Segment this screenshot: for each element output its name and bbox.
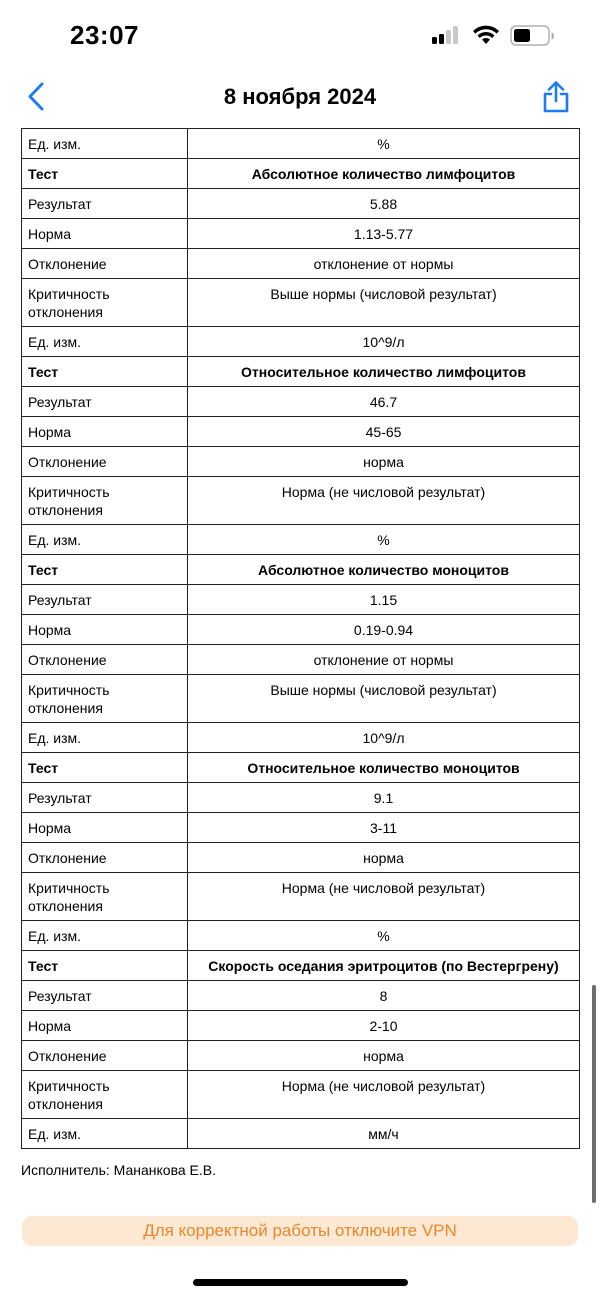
table-row (22, 1041, 580, 1071)
row-label: Тест (22, 555, 188, 585)
wifi-icon (472, 23, 500, 45)
row-value: норма (188, 447, 580, 477)
share-icon[interactable] (540, 80, 572, 114)
row-value: 2-10 (188, 1011, 580, 1041)
row-label: Норма (22, 417, 188, 447)
table-row (22, 873, 580, 921)
table-row (22, 249, 580, 279)
row-label: Результат (22, 189, 188, 219)
table-row (22, 675, 580, 723)
row-value: Норма (не числовой результат) (188, 477, 580, 525)
row-label: Норма (22, 1011, 188, 1041)
table-row (22, 129, 580, 159)
row-label: Критичность отклонения (22, 279, 188, 327)
row-label: Результат (22, 783, 188, 813)
row-label: Отклонение (22, 645, 188, 675)
table-row (22, 615, 580, 645)
table-row (22, 951, 580, 981)
row-value: 1.15 (188, 585, 580, 615)
row-label: Норма (22, 615, 188, 645)
row-value: Абсолютное количество лимфоцитов (188, 159, 580, 189)
row-label: Норма (22, 219, 188, 249)
table-row (22, 645, 580, 675)
table-row (22, 447, 580, 477)
row-label: Тест (22, 951, 188, 981)
row-label: Норма (22, 813, 188, 843)
table-row (22, 753, 580, 783)
results-table (21, 128, 580, 1149)
row-value: 0.19-0.94 (188, 615, 580, 645)
row-value: 1.13-5.77 (188, 219, 580, 249)
row-value: 45-65 (188, 417, 580, 447)
table-row (22, 417, 580, 447)
table-row (22, 921, 580, 951)
table-row (22, 525, 580, 555)
row-label: Результат (22, 387, 188, 417)
row-value: % (188, 921, 580, 951)
row-value: норма (188, 1041, 580, 1071)
row-value: % (188, 525, 580, 555)
row-value: Выше нормы (числовой результат) (188, 279, 580, 327)
table-row (22, 1011, 580, 1041)
table-row (22, 189, 580, 219)
home-indicator[interactable] (193, 1279, 408, 1286)
table-row (22, 843, 580, 873)
row-value: 10^9/л (188, 327, 580, 357)
status-bar (0, 0, 600, 70)
table-row (22, 477, 580, 525)
row-value: отклонение от нормы (188, 645, 580, 675)
row-value: Норма (не числовой результат) (188, 1071, 580, 1119)
row-value: Скорость оседания эритроцитов (по Вестергрену) (188, 951, 580, 981)
row-label: Отклонение (22, 447, 188, 477)
row-label: Ед. изм. (22, 921, 188, 951)
table-row (22, 1119, 580, 1149)
row-value: 8 (188, 981, 580, 1011)
row-label: Критичность отклонения (22, 675, 188, 723)
row-value: % (188, 129, 580, 159)
row-label: Отклонение (22, 1041, 188, 1071)
nav-bar (0, 70, 600, 126)
row-value: Относительное количество лимфоцитов (188, 357, 580, 387)
row-label: Результат (22, 585, 188, 615)
table-row (22, 279, 580, 327)
table-row (22, 159, 580, 189)
table-row (22, 783, 580, 813)
row-value: 46.7 (188, 387, 580, 417)
table-row (22, 219, 580, 249)
row-value: 3-11 (188, 813, 580, 843)
row-label: Критичность отклонения (22, 477, 188, 525)
row-label: Ед. изм. (22, 525, 188, 555)
row-value: Норма (не числовой результат) (188, 873, 580, 921)
status-time: 23:07 (70, 20, 139, 50)
results-table-body (22, 129, 580, 1149)
row-label: Ед. изм. (22, 129, 188, 159)
page-title: 8 ноября 2024 (223, 84, 377, 109)
row-value: мм/ч (188, 1119, 580, 1149)
row-value: 5.88 (188, 189, 580, 219)
table-row (22, 1071, 580, 1119)
row-value: отклонение от нормы (188, 249, 580, 279)
row-value: Относительное количество моноцитов (188, 753, 580, 783)
table-row (22, 327, 580, 357)
row-label: Ед. изм. (22, 327, 188, 357)
row-value: Абсолютное количество моноцитов (188, 555, 580, 585)
row-label: Отклонение (22, 249, 188, 279)
row-value: 9.1 (188, 783, 580, 813)
cellular-signal-icon (432, 26, 462, 44)
row-label: Ед. изм. (22, 723, 188, 753)
row-label: Тест (22, 357, 188, 387)
row-label: Ед. изм. (22, 1119, 188, 1149)
row-value: норма (188, 843, 580, 873)
vpn-warning-banner[interactable]: Для корректной работы отключите VPN (22, 1216, 578, 1246)
scroll-indicator[interactable] (592, 985, 596, 1203)
row-label: Результат (22, 981, 188, 1011)
row-label: Отклонение (22, 843, 188, 873)
table-row (22, 387, 580, 417)
table-row (22, 555, 580, 585)
row-label: Критичность отклонения (22, 873, 188, 921)
battery-icon (510, 25, 556, 47)
table-row (22, 981, 580, 1011)
row-label: Тест (22, 159, 188, 189)
row-label: Критичность отклонения (22, 1071, 188, 1119)
row-value: Выше нормы (числовой результат) (188, 675, 580, 723)
table-row (22, 357, 580, 387)
row-value: 10^9/л (188, 723, 580, 753)
executor-note: Исполнитель: Мананкова Е.В. (21, 1162, 216, 1178)
table-row (22, 723, 580, 753)
row-label: Тест (22, 753, 188, 783)
table-row (22, 813, 580, 843)
table-row (22, 585, 580, 615)
